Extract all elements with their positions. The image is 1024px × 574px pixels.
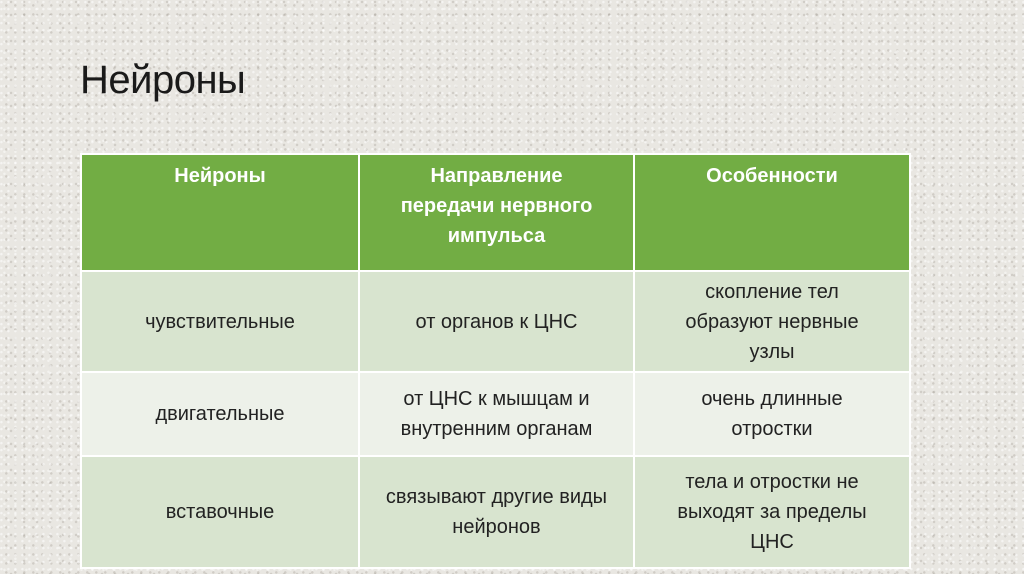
cell-features: тела и отростки не выходят за пределы ЦНС: [634, 456, 910, 568]
table-row: [81, 456, 910, 568]
cell-neuron-type: двигательные: [81, 372, 359, 456]
slide-title: Нейроны: [80, 58, 246, 102]
header-neurons: Нейроны: [81, 154, 359, 271]
cell-features: очень длинные отростки: [634, 372, 910, 456]
cell-neuron-type: вставочные: [81, 456, 359, 568]
header-direction: Направление передачи нервного импульса: [359, 154, 634, 271]
cell-direction: от органов к ЦНС: [359, 271, 634, 372]
table-header-row: [81, 154, 910, 271]
table-row: [81, 372, 910, 456]
header-features: Особенности: [634, 154, 910, 271]
cell-neuron-type: чувствительные: [81, 271, 359, 372]
cell-direction: связывают другие виды нейронов: [359, 456, 634, 568]
neurons-table: [80, 153, 911, 569]
table-row: [81, 271, 910, 372]
cell-features: скопление тел образуют нервные узлы: [634, 271, 910, 372]
cell-direction: от ЦНС к мышцам и внутренним органам: [359, 372, 634, 456]
